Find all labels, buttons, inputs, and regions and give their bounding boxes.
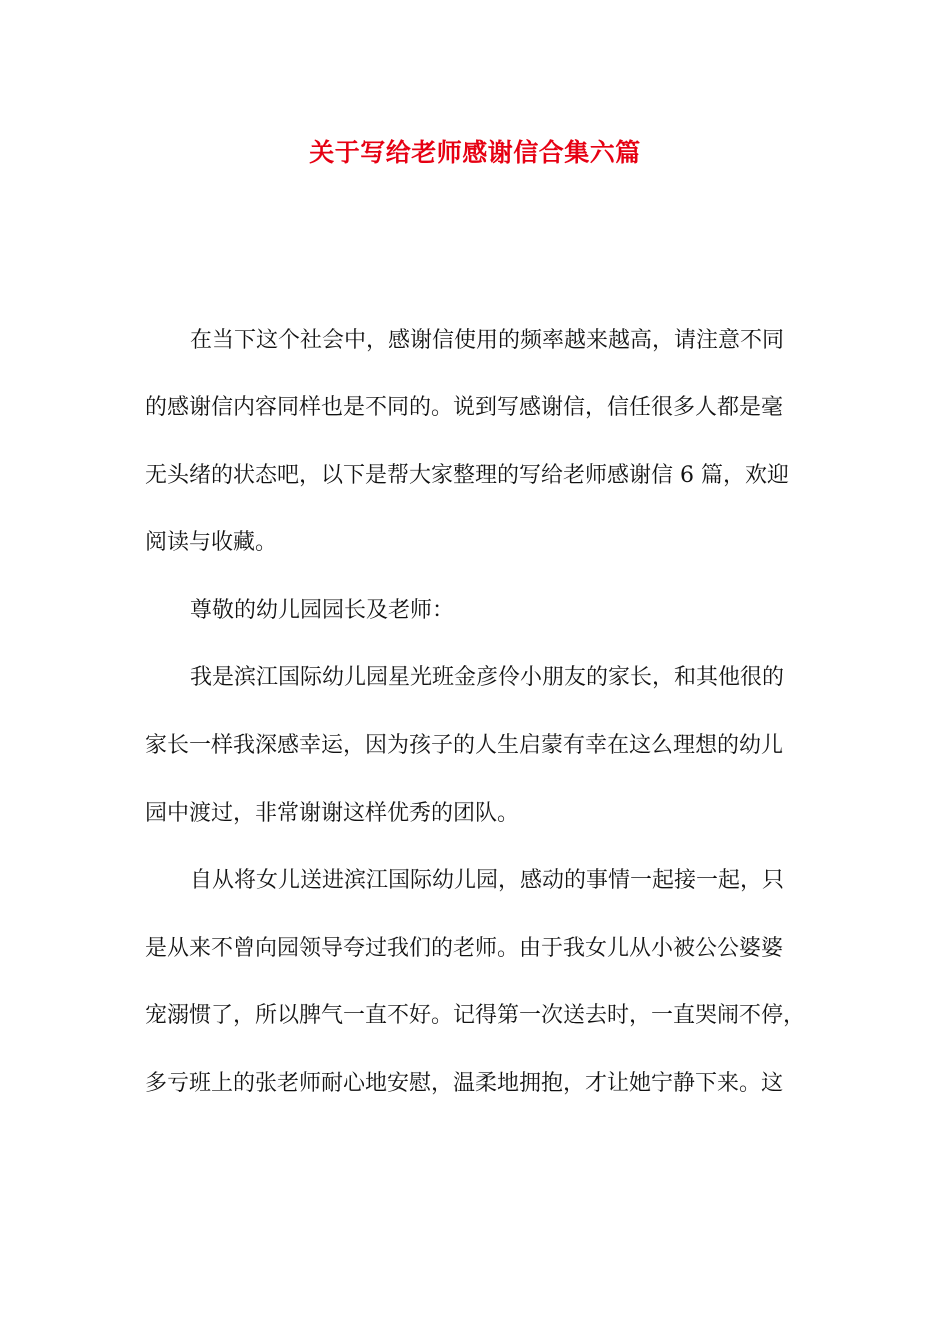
paragraph-line: 无头绪的状态吧，以下是帮大家整理的写给老师感谢信 6 篇，欢迎 (145, 462, 789, 488)
paragraph-line: 家长一样我深感幸运，因为孩子的人生启蒙有幸在这么理想的幼儿 (145, 733, 784, 759)
paragraph-line: 是从来不曾向园领导夸过我们的老师。由于我女儿从小被公公婆婆 (145, 935, 784, 961)
paragraph-line: 我是滨江国际幼儿园星光班金彦伶小朋友的家长，和其他很的 (190, 665, 785, 691)
paragraph-line: 阅读与收藏。 (145, 530, 278, 556)
paragraph-line: 的感谢信内容同样也是不同的。说到写感谢信，信任很多人都是毫 (145, 395, 784, 421)
paragraph-line: 自从将女儿送进滨江国际幼儿园，感动的事情一起接一起，只 (190, 868, 785, 894)
paragraph-line: 园中渡过，非常谢谢这样优秀的团队。 (145, 800, 520, 826)
paragraph-line: 在当下这个社会中，感谢信使用的频率越来越高，请注意不同 (190, 327, 785, 353)
document-body (145, 318, 805, 1129)
paragraph-line: 宠溺惯了，所以脾气一直不好。记得第一次送去时，一直哭闹不停， (145, 1003, 806, 1029)
salutation-line: 尊敬的幼儿园园长及老师： (190, 597, 455, 623)
document-title: 关于写给老师感谢信合集六篇 (309, 138, 641, 167)
paragraph-line: 多亏班上的张老师耐心地安慰，温柔地拥抱，才让她宁静下来。这 (145, 1071, 784, 1097)
